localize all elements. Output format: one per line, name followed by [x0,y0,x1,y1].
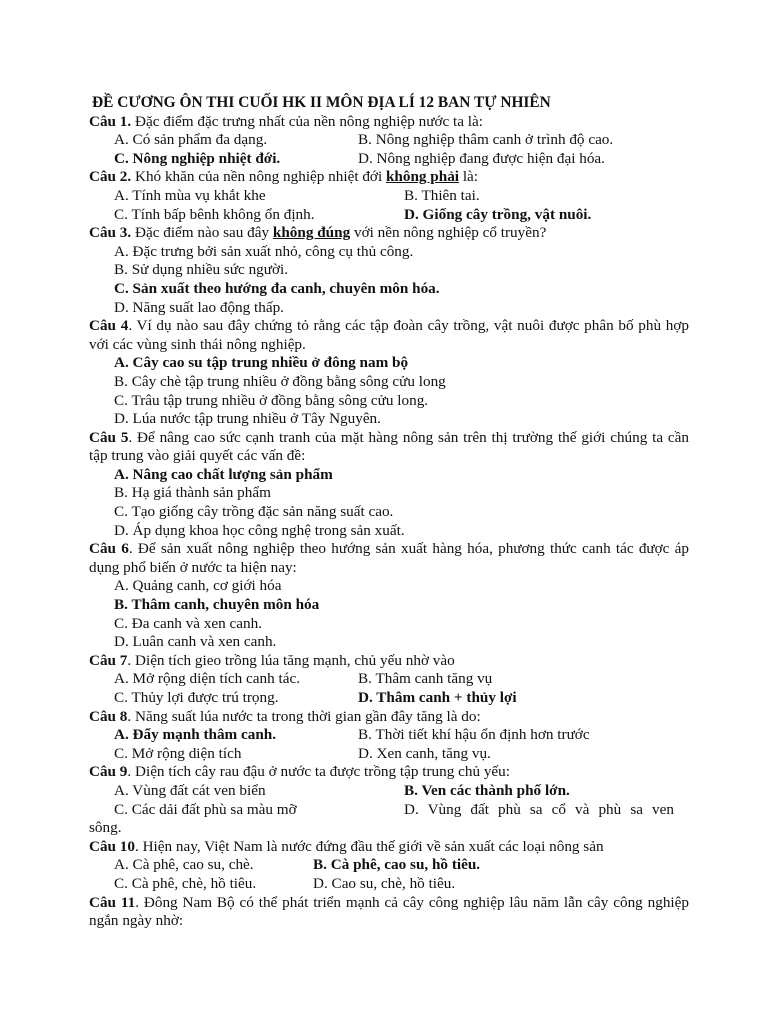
question-label: Câu 3. [89,224,132,242]
question-emphasis: không đúng [272,224,351,242]
option-d: D. Lúa nước tập trung nhiều ở Tây Nguyên. [114,410,381,428]
option-d: D. Xen canh, tăng vụ. [358,744,491,762]
option-c-answer: C. Sản xuất theo hướng đa canh, chuyên môn hóa. [114,279,440,297]
question-label: Câu 2. [89,168,132,186]
question-text: . Năng suất lúa nước ta trong thời gian gần đây tăng là do: [127,707,481,725]
question-6 [89,540,689,652]
question-10 [89,838,689,894]
option-a: A. Đặc trưng bởi sản xuất nhỏ, công cụ thủ công. [114,242,414,260]
question-8 [89,708,689,764]
question-text: . Hiện nay, Việt Nam là nước đứng đầu thế giới về sản xuất các loại nông sản [135,837,604,855]
option-b: B. Thời tiết khí hậu ổn định hơn trước [358,726,590,744]
question-label: Câu 6 [89,540,129,558]
option-d: D. Cao su, chè, hồ tiêu. [313,874,456,892]
question-text: . Để sản xuất nông nghiệp theo hướng sản xuất hàng hóa, phương thức canh tác được áp dụng phổ biến ở nước ta hiện nay: [89,540,689,576]
option-a-answer: A. Nâng cao chất lượng sản phẩm [114,465,333,483]
question-text: . Đông Nam Bộ có thể phát triển mạnh cả cây công nghiệp lâu năm lẫn cây công nghiệp ngắn ngày nhờ: [89,893,689,930]
question-text: . Ví dụ nào sau đây chứng tỏ rằng các tập đoàn cây trồng, vật nuôi được phân bố phù hợp với các vùng sinh thái nông nghiệp. [89,317,689,353]
question-label: Câu 11 [89,893,136,911]
question-label: Câu 8 [89,707,128,725]
option-d: D. Năng suất lao động thấp. [114,298,284,316]
option-a: A. Có sản phẩm đa dạng. [114,131,268,149]
question-2 [89,168,689,224]
option-d-continuation: sông. [89,819,122,837]
option-d: D. Luân canh và xen canh. [114,633,277,651]
option-b: B. Thâm canh tăng vụ [358,670,493,688]
option-c-answer: C. Nông nghiệp nhiệt đới. [114,149,281,167]
option-c: C. Đa canh và xen canh. [114,614,263,632]
question-9 [89,763,689,837]
option-b: B. Cây chè tập trung nhiều ở đồng bằng sông cửu long [114,372,446,390]
question-text: Đặc điểm nào sau đây [131,224,273,242]
question-11 [89,894,689,931]
option-b: B. Sử dụng nhiều sức người. [114,261,289,279]
question-text: Đặc điểm đặc trưng nhất của nền nông nghiệp nước ta là: [131,112,483,130]
option-d-answer: D. Giống cây trồng, vật nuôi. [404,205,592,223]
question-text: Khó khăn của nền nông nghiệp nhiệt đới [131,168,386,186]
option-b-answer: B. Ven các thành phố lớn. [404,781,570,799]
option-a: A. Vùng đất cát ven biển [114,781,266,799]
question-label: Câu 9 [89,763,128,781]
option-c: C. Trâu tập trung nhiều ở đồng bằng sông cửu long. [114,391,429,409]
option-c: C. Các dải đất phù sa màu mỡ [114,800,297,818]
option-a: A. Quảng canh, cơ giới hóa [114,577,282,595]
document-title: ĐỀ CƯƠNG ÔN THI CUỐI HK II MÔN ĐỊA LÍ 12 BAN TỰ NHIÊN [92,94,551,111]
question-label: Câu 5 [89,428,129,446]
option-c: C. Tính bấp bênh không ổn định. [114,205,315,223]
option-a: A. Cà phê, cao su, chè. [114,856,254,874]
option-a-answer: A. Cây cao su tập trung nhiều ở đông nam bộ [114,354,409,372]
option-b-answer: B. Thâm canh, chuyên môn hóa [114,596,320,614]
question-7 [89,652,689,708]
question-emphasis: không phải [385,168,460,186]
option-c: C. Mở rộng diện tích [114,744,242,762]
option-c: C. Thủy lợi được trú trọng. [114,689,279,706]
question-4 [89,317,689,429]
question-5 [89,429,689,541]
option-d-answer: D. Thâm canh + thủy lợi [358,689,517,706]
option-b: B. Hạ giá thành sản phẩm [114,484,271,502]
option-b: B. Nông nghiệp thâm canh ở trình độ cao. [358,131,614,149]
option-d: D. Vùng đất phù sa cổ và phù sa ven [404,800,674,818]
question-label: Câu 1. [89,112,132,130]
question-1 [89,113,689,169]
option-d: D. Nông nghiệp đang được hiện đại hóa. [358,149,605,167]
option-a: A. Tính mùa vụ khắt khe [114,186,266,204]
question-3 [89,224,689,317]
option-c: C. Cà phê, chè, hồ tiêu. [114,874,257,892]
question-text-end: là: [459,168,478,186]
question-text: . Diện tích gieo trồng lúa tăng mạnh, chủ yếu nhờ vào [127,651,455,669]
question-text: . Diện tích cây rau đậu ở nước ta được trồng tập trung chủ yếu: [127,763,510,781]
question-text: . Để nâng cao sức cạnh tranh của mặt hàng nông sản trên thị trường thế giới chúng ta cần tập trung vào giải quyết các vấn đề: [89,428,689,465]
question-label: Câu 10 [89,837,135,855]
option-a: A. Mở rộng diện tích canh tác. [114,670,301,688]
option-b: B. Thiên tai. [404,186,480,204]
option-c: C. Tạo giống cây trồng đặc sản năng suất cao. [114,503,394,521]
option-d: D. Áp dụng khoa học công nghệ trong sản xuất. [114,521,405,539]
option-a-answer: A. Đẩy mạnh thâm canh. [114,726,277,744]
question-label: Câu 7 [89,651,128,669]
option-b-answer: B. Cà phê, cao su, hồ tiêu. [313,856,481,874]
question-text-end: với nền nông nghiệp cổ truyền? [350,224,547,242]
question-label: Câu 4 [89,317,129,335]
